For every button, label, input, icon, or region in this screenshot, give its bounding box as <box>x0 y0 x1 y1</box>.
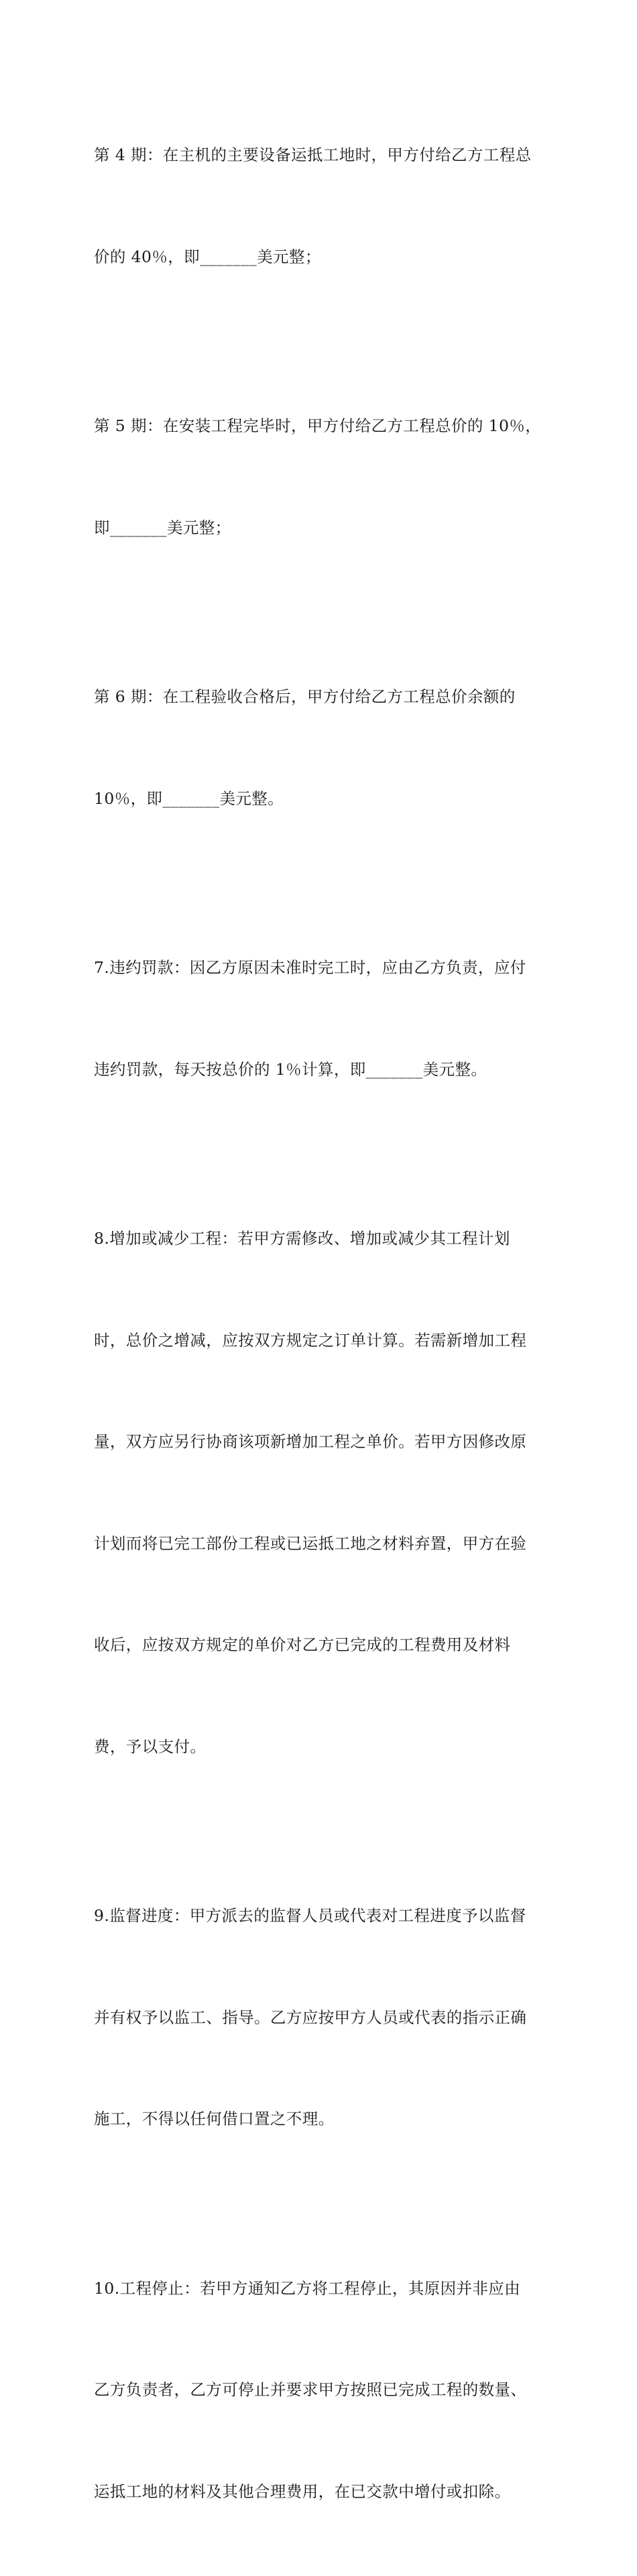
text-line: 7.违约罚款：因乙方原因未准时完工时，应由乙方负责，应付 <box>94 951 550 985</box>
text-line: 违约罚款，每天按总价的 1％计算，即_______美元整。 <box>94 1053 550 1087</box>
text-line: 8.增加或减少工程：若甲方需修改、增加或减少其工程计划 <box>94 1222 550 1256</box>
text-line: 收后，应按双方规定的单价对乙方已完成的工程费用及材料 <box>94 1628 550 1662</box>
text-line: 10.工程停止：若甲方通知乙方将工程停止，其原因并非应由 <box>94 2272 550 2306</box>
text-line: 计划而将已完工部份工程或已运抵工地之材料弃置，甲方在验 <box>94 1527 550 1561</box>
paragraph-payment-phase-5 <box>94 341 550 612</box>
text-line: 并有权予以监工、指导。乙方应按甲方人员或代表的指示正确 <box>94 2001 550 2035</box>
text-line: 第 5 期：在安装工程完毕时，甲方付给乙方工程总价的 10％， <box>94 409 550 443</box>
document-page <box>0 0 637 824</box>
paragraph-payment-phase-4 <box>94 70 550 341</box>
text-line: 施工，不得以任何借口置之不理。 <box>94 2102 550 2136</box>
text-line: 费，予以支付。 <box>94 1730 550 1764</box>
paragraph-clause-10-stoppage <box>94 2204 550 2576</box>
text-line: 第 4 期：在主机的主要设备运抵工地时，甲方付给乙方工程总 <box>94 138 550 172</box>
text-line: 即_______美元整； <box>94 511 550 545</box>
paragraph-clause-8-changes <box>94 1154 550 1831</box>
paragraph-payment-phase-6 <box>94 612 550 883</box>
paragraph-clause-9-supervision <box>94 1831 550 2204</box>
document-body <box>94 70 550 2576</box>
text-line: 运抵工地的材料及其他合理费用，在已交款中增付或扣除。 <box>94 2475 550 2509</box>
text-line: 10％，即_______美元整。 <box>94 782 550 816</box>
paragraph-clause-7-penalty <box>94 883 550 1154</box>
text-line: 9.监督进度：甲方派去的监督人员或代表对工程进度予以监督 <box>94 1899 550 1933</box>
text-line: 时，总价之增减，应按双方规定之订单计算。若需新增加工程 <box>94 1324 550 1358</box>
text-line: 第 6 期：在工程验收合格后，甲方付给乙方工程总价余额的 <box>94 680 550 714</box>
text-line: 价的 40％，即_______美元整； <box>94 240 550 274</box>
text-line: 量，双方应另行协商该项新增加工程之单价。若甲方因修改原 <box>94 1425 550 1459</box>
text-line: 乙方负责者，乙方可停止并要求甲方按照已完成工程的数量、 <box>94 2373 550 2407</box>
